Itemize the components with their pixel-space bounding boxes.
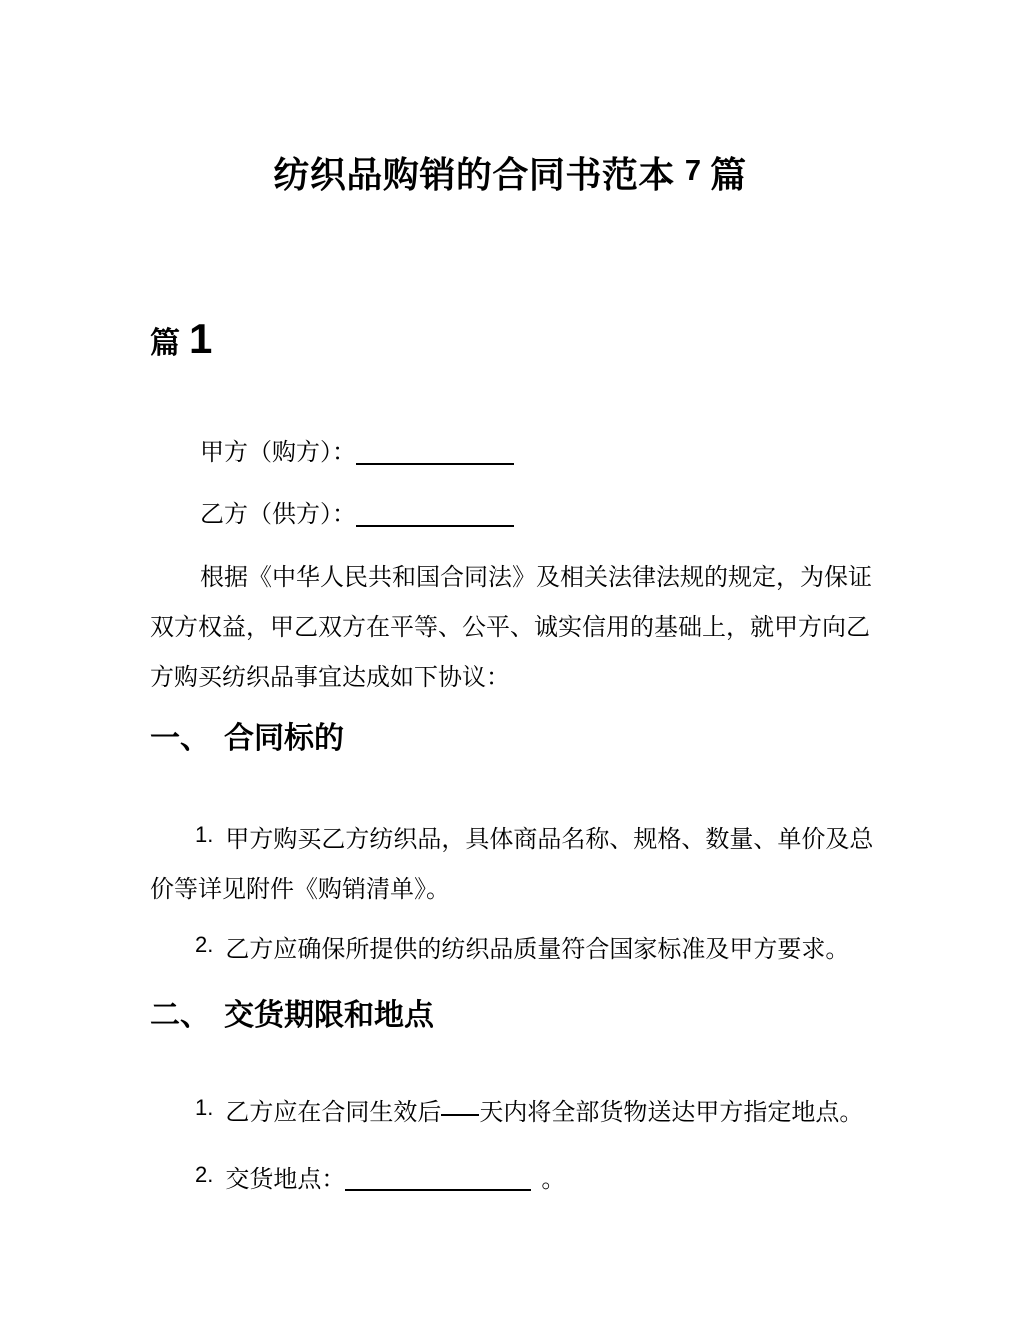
party-b-fill-in-blank [356, 525, 514, 527]
item-text-before-blank: 乙方应在合同生效后 [225, 1099, 442, 1126]
section-1-heading [150, 719, 870, 759]
section-1-item-1-line-1 [150, 815, 874, 865]
part-label [150, 316, 870, 367]
section-2-item-2-line-1 [150, 1155, 870, 1205]
part-label-text: 篇 [150, 327, 180, 360]
section-1-item-1-line-2: 价等详见附件《购销清单》。 [150, 876, 450, 903]
party-b-label: 乙方（供方）： [200, 501, 356, 528]
days-fill-in-blank [441, 1114, 479, 1116]
delivery-place-fill-in-blank [345, 1189, 531, 1191]
party-a-fill-in-blank [356, 463, 514, 465]
section-1-heading-text: 合同标的 [224, 722, 344, 755]
item-number: 1. [195, 822, 214, 847]
section-2-item-1-line-1 [150, 1088, 870, 1138]
party-b-line [150, 499, 870, 531]
section-1-item-2-line-1 [150, 925, 870, 975]
item-number: 2. [195, 1162, 214, 1187]
section-2-marker: 二、 [150, 999, 210, 1032]
section-1-marker: 一、 [150, 722, 210, 755]
document-title [150, 153, 870, 200]
document-title-unit: 篇 [710, 154, 747, 195]
document-title-main: 纺织品购销的合同书范本 [273, 154, 675, 195]
item-text: 乙方应确保所提供的纺织品质量符合国家标准及甲方要求。 [225, 936, 850, 963]
section-2-heading-text: 交货期限和地点 [224, 999, 434, 1032]
item-number: 1. [195, 1095, 214, 1120]
item-number: 2. [195, 932, 214, 957]
section-2-item-2 [150, 1155, 870, 1205]
intro-line-3: 方购买纺织品事宜达成如下协议： [150, 664, 510, 691]
item-text-after-blank: 天内将全部货物送达甲方指定地点。 [479, 1099, 864, 1126]
item-text-before-blank: 交货地点： [225, 1166, 346, 1193]
document-title-count: 7 [684, 155, 702, 187]
section-2-item-1 [150, 1088, 870, 1138]
item-text-after-blank: 。 [541, 1166, 566, 1193]
party-a-label: 甲方（购方）： [200, 439, 356, 466]
intro-paragraph [150, 553, 870, 703]
intro-line-2: 双方权益，甲乙双方在平等、公平、诚实信用的基础上，就甲方向乙 [150, 614, 870, 641]
party-a-line [150, 437, 870, 469]
item-text: 甲方购买乙方纺织品，具体商品名称、规格、数量、单价及总 [225, 826, 874, 853]
section-1-item-2 [150, 925, 870, 975]
section-2-heading [150, 996, 870, 1036]
intro-line-1: 根据《中华人民共和国合同法》及相关法律法规的规定，为保证 [200, 564, 872, 591]
section-1-item-1 [150, 815, 874, 915]
part-number: 1 [189, 315, 213, 362]
